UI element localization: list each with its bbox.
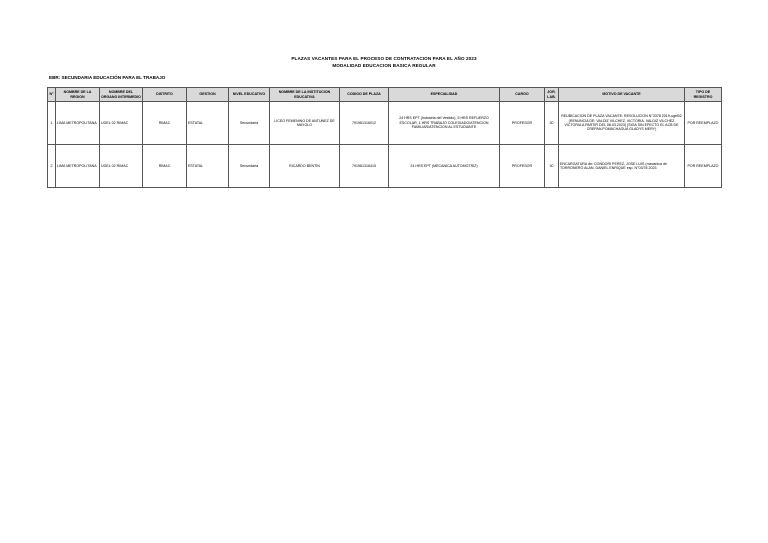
cell-jornada: 30 (545, 102, 559, 145)
cell-number: 1 (48, 102, 56, 145)
header-organo: NOMBRE DEL ORGANO INTERMEDIO (100, 88, 143, 102)
table-row (48, 145, 722, 188)
cell-region: LIMA METROPOLITANA (56, 102, 100, 145)
cell-nivel: Secundaria (229, 145, 270, 188)
cell-gestion: ESTATAL (187, 145, 229, 188)
cell-motivo: ENCARGATURA de: CONDORI PEREZ, JOSE LUIS (mecanica de TORRONERO ALAN, DANIEL ENRIQUE esp. N°03/78 2023 (559, 145, 685, 188)
header-gestion: GESTION (187, 88, 229, 102)
cell-codigo: 791961316415 (340, 145, 389, 188)
cell-institucion: LICEO FEMENINO DE ANTUNEZ DE MAYOLO (270, 102, 340, 145)
cell-distrito: RIMAC (143, 145, 187, 188)
header-distrito: DISTRITO (143, 88, 187, 102)
cell-institucion: RICARDO BENTIN (270, 145, 340, 188)
cell-motivo: REUBICACION DE PLAZA VACANTE: RESOLUCION N°3378 2019-ugel02 (RENUNCIA DE: VALDIZ VILCHEZ, VICTORIA. VALDIZ VILCHEZ VICTORIA A PARTIR DEL 08.03.2023) (SIGA SIN EFECTO EL ACB DE CREPAN POMACHAGUA GLADYS MERY) (559, 102, 685, 145)
header-motivo: MOTIVO DE VACANTE (559, 88, 685, 102)
cell-organo: UGEL 02 RIMAC (100, 145, 143, 188)
header-codigo: CODIGO DE PLAZA (340, 88, 389, 102)
cell-gestion: ESTATAL (187, 102, 229, 145)
cell-especialidad: 24 HRS EPT (MECANICA AUTOMOTRIZ) (389, 145, 500, 188)
header-especialidad: ESPECIALIDAD (389, 88, 500, 102)
cell-especialidad: 24 HRS EPT (Industria del Vestido), 5 HRS REFUERZO ESCOLAR, 1 HRS TRABAJO COLEGIADO/ATENCION FAMILIAR/ATENCION AL ESTUDIANTE (389, 102, 500, 145)
cell-number: 2 (48, 145, 56, 188)
cell-jornada: 30 (545, 145, 559, 188)
header-jornada: JOR. LAB. (545, 88, 559, 102)
cell-distrito: RIMAC (143, 102, 187, 145)
cell-codigo: 791961316012 (340, 102, 389, 145)
header-nivel: NIVEL EDUCATIVO (229, 88, 270, 102)
cell-cargo: PROFESOR (500, 145, 545, 188)
document-title: PLAZAS VACANTES PARA EL PROCESO DE CONTRATACION PARA EL AÑO 2023 (291, 56, 477, 61)
vacancies-table (47, 87, 722, 188)
table-header-row (48, 88, 722, 102)
table-row (48, 102, 722, 145)
header-number: N° (48, 88, 56, 102)
cell-tipo: POR REEMPLAZO (685, 145, 722, 188)
header-region: NOMBRE DE LA REGION (56, 88, 100, 102)
section-heading: EBR: SECUNDARIA EDUCACIÓN PARA EL TRABAJO (49, 75, 166, 80)
header-tipo: TIPO DE REGISTRO (685, 88, 722, 102)
cell-cargo: PROFESOR (500, 102, 545, 145)
cell-region: LIMA METROPOLITANA (56, 145, 100, 188)
cell-nivel: Secundaria (229, 102, 270, 145)
cell-tipo: POR REEMPLAZO (685, 102, 722, 145)
header-institucion: NOMBRE DE LA INSTITUCION EDUCATIVA (270, 88, 340, 102)
header-cargo: CARGO (500, 88, 545, 102)
cell-organo: UGEL 02 RIMAC (100, 102, 143, 145)
document-subtitle: MODALIDAD EDUCACION BASICA REGULAR (332, 63, 436, 68)
